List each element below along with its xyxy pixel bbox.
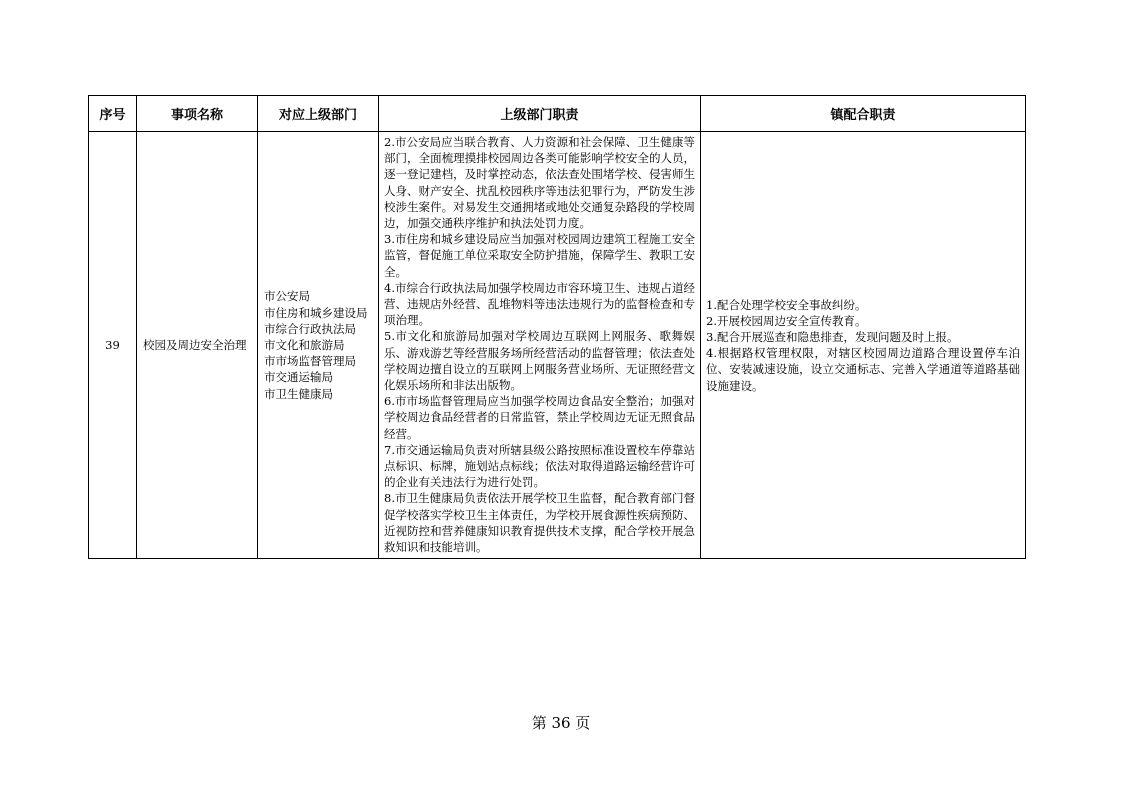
table-row <box>89 132 1026 559</box>
cell-seq: 39 <box>89 132 137 559</box>
duty-paragraph: 7.市交通运输局负责对所辖县级公路按照标准设置校车停靠站点标识、标牌，施划站点标线；依法对取得道路运输经营许可的企业有关违法行为进行处罚。 <box>384 442 695 490</box>
department-item: 市文化和旅游局 <box>264 338 345 353</box>
header-item-name: 事项名称 <box>137 96 258 132</box>
duty-paragraph: 3.市住房和城乡建设局应当加强对校园周边建筑工程施工安全监管，督促施工单位采取安全防护措施，保障学生、教职工安全。 <box>384 232 695 279</box>
cell-departments <box>258 132 379 559</box>
cell-item-name: 校园及周边安全治理 <box>137 132 258 559</box>
department-item: 市综合行政执法局 <box>264 321 356 336</box>
duty-paragraph: 6.市市场监督管理局应当加强学校周边食品安全整治；加强对学校周边食品经营者的日常监管，禁止学校周边无证无照食品经营。 <box>384 394 695 441</box>
duty-paragraph: 8.市卫生健康局负责依法开展学校卫生监督，配合教育部门督促学校落实学校卫生主体责任，为学校开展食源性疾病预防、近视防控和营养健康知识教育提供技术支撑，配合学校开展急救知识和技能培训。 <box>384 491 695 555</box>
cell-town-duties <box>701 132 1026 559</box>
department-item: 市住房和城乡建设局 <box>264 305 368 320</box>
town-duty-item: 3.配合开展巡查和隐患排查，发现问题及时上报。 <box>706 329 959 344</box>
table-header-row <box>89 96 1026 132</box>
header-seq: 序号 <box>89 96 137 132</box>
town-duty-item: 1.配合处理学校安全事故纠纷。 <box>706 297 867 312</box>
page-number: 第 36 页 <box>531 714 591 732</box>
header-department-duty: 上级部门职责 <box>379 96 701 132</box>
department-item: 市交通运输局 <box>264 370 333 385</box>
duty-paragraph: 5.市文化和旅游局加强对学校周边互联网上网服务、歌舞娱乐、游戏游艺等经营服务场所经营活动的监督管理；依法查处学校周边擅自设立的互联网上网服务营业场所、无证照经营文化娱乐场所和非法出版物。 <box>384 329 695 393</box>
duty-paragraph: 4.市综合行政执法局加强学校周边市容环境卫生、违规占道经营、违规店外经营、乱堆物料等违法违规行为的监督检查和专项治理。 <box>384 280 695 328</box>
department-item: 市卫生健康局 <box>264 386 333 401</box>
cell-department-duties <box>379 132 701 559</box>
header-town-duty: 镇配合职责 <box>701 96 1026 132</box>
duty-table <box>88 95 1026 559</box>
town-duty-item: 4.根据路权管理权限，对辖区校园周边道路合理设置停车泊位、安装减速设施，设立交通标志、完善入学通道等道路基础设施建设。 <box>706 346 1020 393</box>
department-item: 市公安局 <box>264 289 310 304</box>
duty-paragraph: 2.市公安局应当联合教育、人力资源和社会保障、卫生健康等部门，全面梳理摸排校园周边各类可能影响学校安全的人员，逐一登记建档，及时掌控动态，依法查处围堵学校、侵害师生人身、财产安全、扰乱校园秩序等违法犯罪行为，严防发生涉校涉生案件。对易发生交通拥堵或地处交通复杂路段的学校周边，加强交通秩序维护和执法处罚力度。 <box>384 135 695 231</box>
header-department: 对应上级部门 <box>258 96 379 132</box>
department-item: 市市场监督管理局 <box>264 354 356 369</box>
town-duty-item: 2.开展校园周边安全宣传教育。 <box>706 313 867 328</box>
